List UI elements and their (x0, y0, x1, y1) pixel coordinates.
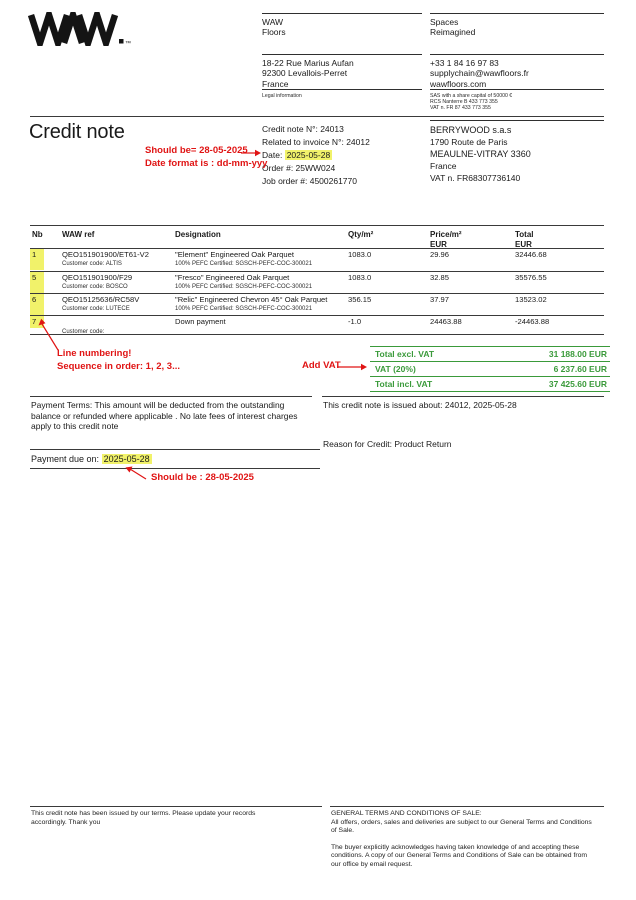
row-certification: 100% PEFC Certified: SGSCH-PEFC-COC-300021 (175, 261, 313, 267)
row-divider (30, 271, 604, 272)
numbering-annotation (57, 348, 180, 373)
total-unit: EUR (515, 239, 532, 249)
header-tagline-block (430, 13, 604, 38)
header-contact-block (430, 54, 604, 89)
totals-row-excl (370, 346, 610, 361)
address-line1: 18-22 Rue Marius Aufan (262, 57, 354, 68)
table-bottom-border (30, 334, 604, 335)
payment-terms-border (30, 396, 312, 397)
date-annotation-arrow-icon (240, 148, 262, 158)
row-divider (30, 293, 604, 294)
waw-logo-icon (28, 12, 132, 46)
row-nb: 5 (32, 273, 37, 282)
row-qty: 1083.0 (348, 273, 372, 282)
row-qty: 1083.0 (348, 250, 372, 259)
col-header-price: Price/m² EUR (430, 230, 462, 249)
footer-terms-p2: The buyer explicitly acknowledges having taken knowledge of and accepting these conditions. A copy of our General Terms and Conditions of Sale can be obtained from our office by email request. (331, 843, 588, 868)
customer-vat: VAT n. FR68307736140 (430, 173, 521, 183)
row-qty: -1.0 (348, 317, 362, 326)
date-label: Date: (262, 150, 283, 160)
credit-date-line (262, 149, 370, 162)
customer-street: 1790 Route de Paris (430, 137, 508, 147)
total-excl-value: 31 188.00 EUR (548, 349, 607, 359)
customer-name: BERRYWOOD s.a.s (430, 125, 512, 135)
contact-phone: +33 1 84 16 97 83 (430, 57, 499, 68)
tagline-line2: Reimagined (430, 27, 476, 37)
add-vat-annotation: Add VAT (302, 360, 341, 371)
vat-value: 6 237.60 EUR (553, 364, 607, 374)
legal-info-block (430, 89, 604, 111)
row-price: 37.97 (430, 295, 450, 304)
legal-label: Legal information (262, 92, 302, 99)
row-designation: "Element" Engineered Oak Parquet (175, 250, 294, 259)
footer-left-text: This credit note has been issued by our terms. Please update your records accordingly. Thank you (31, 810, 256, 826)
payment-due-line (31, 454, 152, 464)
row-ref: QEO15125636/RC58V (62, 295, 140, 304)
row-designation: "Relic" Engineered Chevron 45° Oak Parquet (175, 295, 328, 304)
footer-right-border (330, 806, 604, 807)
contact-email: supplychain@wawfloors.fr (430, 68, 529, 78)
payment-due-value-highlighted: 2025-05-28 (103, 454, 150, 464)
row-ref: QEO151901900/ET61-V2 (62, 250, 149, 259)
row-customer-code: Customer code: LUTECE (62, 306, 130, 312)
row-designation: "Fresco" Engineered Oak Parquet (175, 273, 290, 282)
row-divider (30, 315, 604, 316)
page-title: Credit note (29, 121, 125, 143)
brand-line2: Floors (262, 27, 286, 37)
legal-label-block (262, 89, 422, 99)
legal-line3: VAT n. FR 87 433 773 355 (430, 104, 491, 111)
payment-terms-text: Payment Terms: This amount will be deducted from the outstanding balance or refunded where applicable . No late fees of interest charges apply to this credit note (31, 400, 298, 431)
credit-note-number: Credit note N°: 24013 (262, 124, 344, 134)
col-header-designation: Designation (175, 230, 221, 239)
date-annotation-line1: Should be= 28-05-2025 (145, 145, 248, 156)
add-vat-arrow-icon (336, 362, 368, 372)
footer-spacer (331, 836, 595, 844)
date-annotation-line2: Date format is : dd-mm-yyy (145, 157, 268, 169)
reason-for-credit: Reason for Credit: Product Return (323, 439, 452, 449)
date-value-highlighted: 2025-05-28 (286, 150, 331, 160)
row-nb: 1 (32, 250, 37, 259)
numbering-annotation-line2: Sequence in order: 1, 2, 3... (57, 360, 181, 372)
address-line2: 92300 Levallois-Perret (262, 68, 348, 78)
customer-country: France (430, 161, 457, 171)
numbering-annotation-line1: Line numbering! (57, 348, 132, 359)
price-unit: EUR (430, 239, 447, 249)
col-header-total: Total EUR (515, 230, 534, 249)
row-designation: Down payment (175, 317, 226, 326)
job-order-number: Job order #: 4500261770 (262, 176, 357, 186)
credit-details (262, 123, 370, 188)
address-line3: France (262, 78, 289, 89)
footer-terms-title: GENERAL TERMS AND CONDITIONS OF SALE: (331, 810, 482, 817)
waw-logo (28, 12, 132, 46)
header-brand-block (262, 13, 422, 38)
row-certification: 100% PEFC Certified: SGSCH-PEFC-COC-300021 (175, 284, 313, 290)
row-ref: QEO151901900/F29 (62, 273, 133, 282)
row-price: 32.85 (430, 273, 450, 282)
legal-line1: SAS with a share capital of 50000 € (430, 92, 513, 99)
footer-terms-p1: All offers, orders, sales and deliveries are subject to our General Terms and Conditions of Sale. (331, 818, 592, 835)
totals-row-incl (370, 376, 610, 391)
row-total: -24463.88 (515, 317, 550, 326)
brand-line1: WAW (262, 16, 284, 27)
customer-city: MEAULNE-VITRAY 3360 (430, 149, 531, 159)
row-nb: 6 (32, 295, 37, 304)
col-header-ref: WAW ref (62, 230, 95, 239)
row-nb: 7 (32, 317, 37, 326)
row-customer-code: Customer code: ALTIS (62, 261, 122, 267)
row-total: 13523.02 (515, 295, 547, 304)
row-price: 29.96 (430, 250, 450, 259)
tagline-line1: Spaces (430, 16, 459, 27)
order-number: Order #: 25WW024 (262, 163, 336, 173)
customer-block (430, 120, 604, 184)
total-excl-label: Total excl. VAT (375, 349, 435, 359)
payment-due-bottom-border (30, 468, 320, 469)
col-header-qty: Qty/m² (348, 230, 374, 239)
col-header-nb: Nb (32, 230, 43, 239)
row-total: 35576.55 (515, 273, 547, 282)
payment-due-top-border (30, 449, 320, 450)
footer-left-border (30, 806, 322, 807)
contact-website: wawfloors.com (430, 78, 487, 89)
row-customer-code: Customer code: BOSCO (62, 284, 128, 290)
total-incl-value: 37 425.60 EUR (548, 379, 607, 389)
row-total: 32446.68 (515, 250, 547, 259)
due-annotation: Should be : 28-05-2025 (151, 472, 254, 483)
related-invoice: Related to invoice N°: 24012 (262, 137, 370, 147)
total-incl-label: Total incl. VAT (375, 379, 433, 389)
header-divider (30, 116, 604, 117)
issued-about-border (322, 396, 604, 397)
row-customer-code: Customer code: (62, 329, 105, 335)
row-price: 24463.88 (430, 317, 462, 326)
totals-border (370, 391, 610, 392)
row-certification: 100% PEFC Certified: SGSCH-PEFC-COC-300021 (175, 306, 313, 312)
footer-right-block (331, 810, 595, 870)
totals-row-vat (370, 361, 610, 376)
row-qty: 356.15 (348, 295, 372, 304)
issued-about-text: This credit note is issued about: 24012, 2025-05-28 (323, 400, 517, 410)
logo-tm: ™ (125, 41, 131, 46)
table-top-border (30, 225, 604, 226)
vat-label: VAT (20%) (375, 364, 416, 374)
due-annotation-arrow-icon (122, 465, 150, 481)
table-header-border (30, 248, 604, 249)
numbering-annotation-arrow-icon (36, 318, 62, 352)
payment-due-label: Payment due on: (31, 454, 100, 464)
header-address-block (262, 54, 422, 89)
legal-line2: RCS Nanterre B 433 773 355 (430, 98, 498, 105)
